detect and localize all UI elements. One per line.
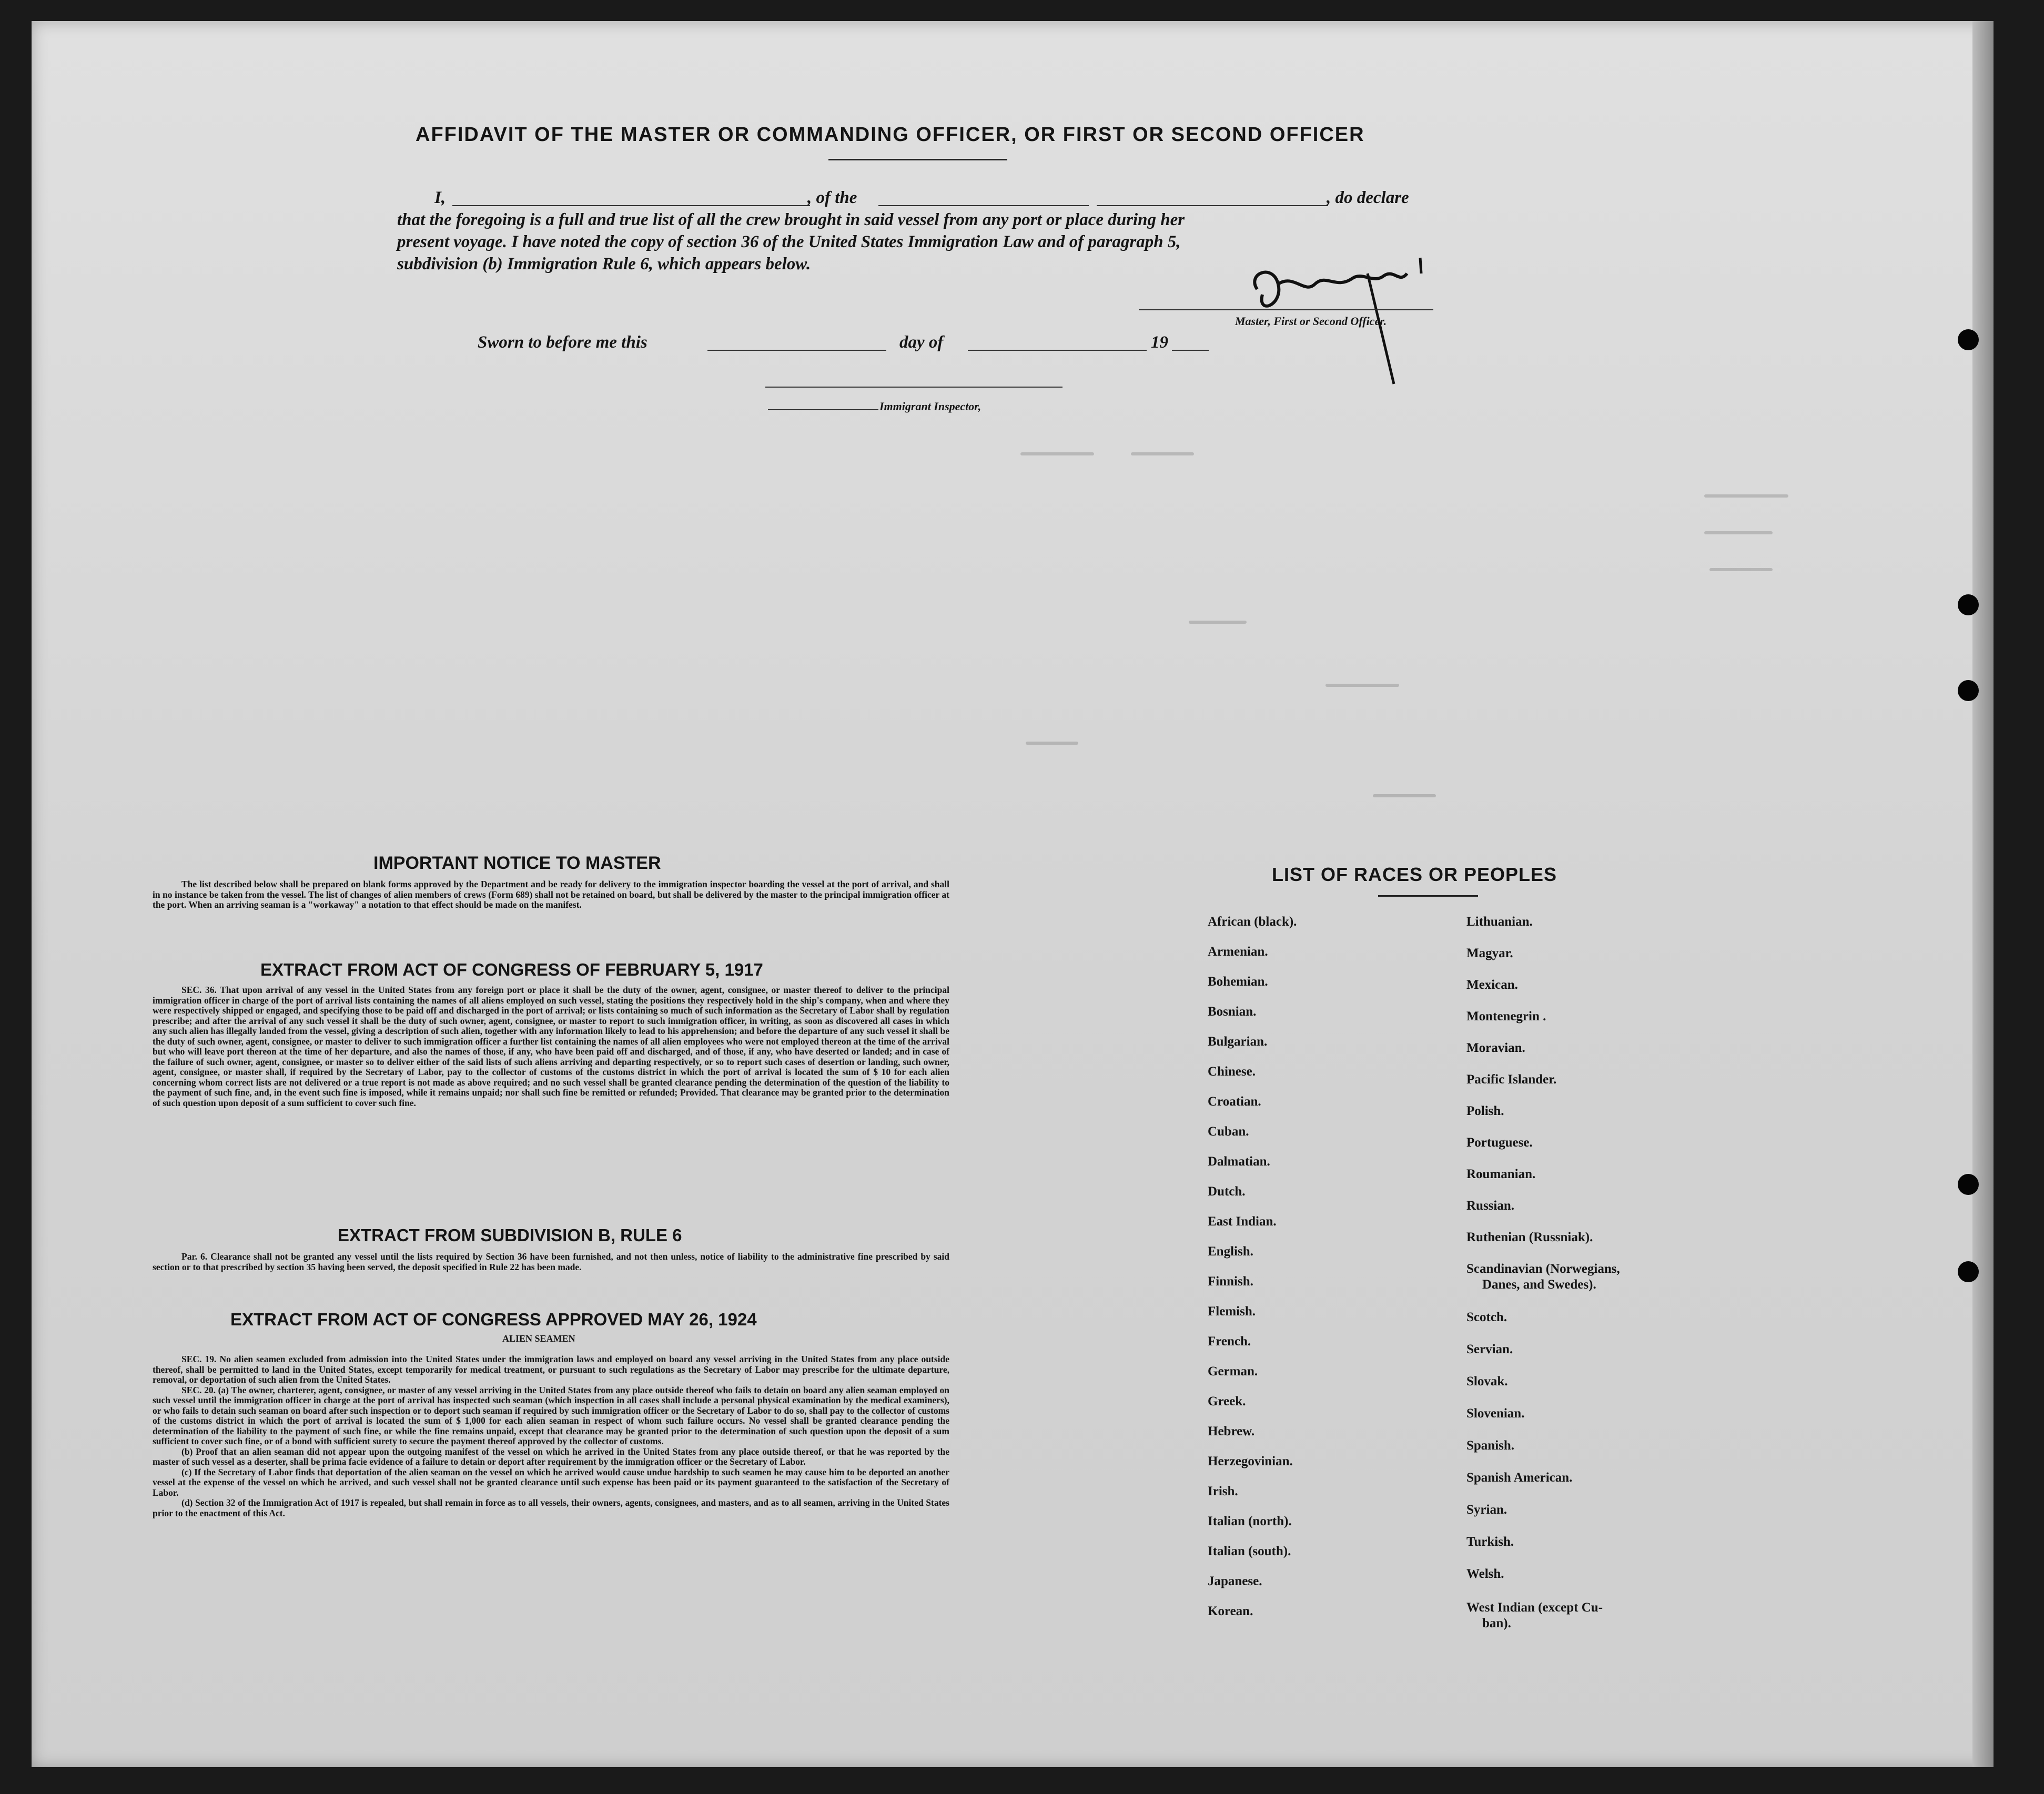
- race-item: Welsh.: [1466, 1567, 1504, 1581]
- race-item: Dalmatian.: [1208, 1154, 1270, 1169]
- notice-title: IMPORTANT NOTICE TO MASTER: [373, 853, 661, 873]
- sworn-prefix: Sworn to before me this: [478, 333, 647, 352]
- race-item: Spanish.: [1466, 1438, 1515, 1453]
- race-item: Syrian.: [1466, 1503, 1507, 1517]
- extract-1917-title: EXTRACT FROM ACT OF CONGRESS OF FEBRUARY 5, 1917: [260, 960, 763, 979]
- race-item: French.: [1208, 1334, 1251, 1349]
- punch-hole: [1958, 329, 1979, 350]
- race-item: Flemish.: [1208, 1304, 1256, 1319]
- bleed-through-mark: [1189, 621, 1247, 624]
- extract-1917-text: [153, 985, 949, 1108]
- name-blank-line: [452, 205, 810, 206]
- sworn-day-of: day of: [899, 333, 944, 352]
- notice-paragraph: The list described below shall be prepared on blank forms approved by the Department and be ready for delivery to the immigration inspector boarding the vessel at the port of arrival, and shall in no instance be taken from the vessel. The list of changes of alien members of crews (Form 689) shall not be retained on board, but shall be delivered by the master to the principal immigration officer at the port. When an arriving seaman is a "workaway" a notation to that effect should be made on the manifest.: [153, 879, 949, 910]
- race-item: Croatian.: [1208, 1094, 1261, 1109]
- race-item: Mexican.: [1466, 978, 1518, 992]
- race-item: Finnish.: [1208, 1274, 1253, 1289]
- race-item: Ruthenian (Russniak).: [1466, 1230, 1593, 1244]
- race-item: Dutch.: [1208, 1184, 1246, 1199]
- declaration-i: I,: [434, 188, 446, 207]
- race-item: Armenian.: [1208, 945, 1268, 959]
- race-item: Lithuanian.: [1466, 915, 1533, 929]
- race-item: Spanish American.: [1466, 1471, 1573, 1485]
- extract-rule6-text: [153, 1252, 949, 1272]
- race-item: Montenegrin .: [1466, 1009, 1546, 1023]
- declaration-of-the: , of the: [807, 188, 857, 207]
- race-item: Pacific Islander.: [1466, 1072, 1557, 1087]
- race-item: Danes, and Swedes).: [1482, 1278, 1596, 1292]
- race-item: Bosnian.: [1208, 1005, 1257, 1019]
- race-item: Magyar.: [1466, 946, 1513, 960]
- race-item: Slovenian.: [1466, 1406, 1525, 1421]
- sworn-day-line: [707, 350, 886, 351]
- extract-1917-paragraph: SEC. 36. That upon arrival of any vessel in the United States from any foreign port or place it shall be the duty of the owner, agent, consignee, or master thereof to deliver to the principal immigration officer in charge of the port of arrival lists containing the names of all aliens employed on such vessel, stating the positions they respectively hold in the ship's company, when and where they were respectively shipped or engaged, and specifying those to be paid off and discharged in the port of arrival; or lists containing so much of such information as the Secretary of Labor shall by regulation prescribe; and after the arrival of any such vessel it shall be the duty of such owner, agent, consignee, or master to report to such immigration officer, in writing, as soon as discovered all cases in which any such alien has illegally landed from the vessel, giving a description of such alien, together with any information likely to lead to his apprehension; and before the departure of any such vessel it shall be the duty of such owner, agent, consignee, or master to deliver to such immigration officer a further list containing the names of all alien employees who were not employed thereon at the time of the arrival but who will leave port thereon at the time of her departure, and also the names of those, if any, who have been paid off and discharged, and of those, if any, who have deserted or landed; and in case of the failure of such owner, agent, consignee, or master so to deliver either of the said lists of such aliens arriving and departing respectively, or so to report such cases of desertion or landing, such owner, agent, consignee, or master shall, if required by the Secretary of Labor, pay to the collector of customs of the customs district in which the port of arrival is located the sum of $ 10 for each alien concerning whom correct lists are not delivered or a true report is not made as above required; and no such vessel shall be granted clearance pending the determination of the question of the liability to the payment of such fine, and, in the event such fine is imposed, while it remains unpaid; nor shall such fine be remitted or refunded; Provided. That clearance may be granted prior to the determination of such question upon deposit of a sum sufficient to cover such fine.: [153, 985, 949, 1108]
- race-item: Japanese.: [1208, 1574, 1262, 1588]
- punch-hole: [1958, 1261, 1979, 1282]
- race-item: Chinese.: [1208, 1065, 1256, 1079]
- notice-text: [153, 879, 949, 910]
- race-item: Servian.: [1466, 1342, 1513, 1356]
- extract-1924-paragraph: (b) Proof that an alien seaman did not appear upon the outgoing manifest of the vessel on which he arrived in the United States from any place outside thereof, or that he was reported by the master of such vessel as a deserter, shall be prima facie evidence of a failure to detain or deport after requirement by the immigration officer or the Secretary of Labor.: [153, 1446, 949, 1467]
- race-item: English.: [1208, 1244, 1253, 1259]
- race-item: Turkish.: [1466, 1535, 1514, 1549]
- race-item: Russian.: [1466, 1199, 1515, 1213]
- bleed-through-mark: [1131, 452, 1194, 455]
- races-title: LIST OF RACES OR PEOPLES: [1272, 864, 1557, 885]
- race-item: Scotch.: [1466, 1310, 1507, 1324]
- title-underline: [828, 159, 1007, 160]
- punch-hole: [1958, 680, 1979, 701]
- race-item: ban).: [1482, 1616, 1511, 1630]
- bleed-through-mark: [1704, 531, 1773, 534]
- race-item: Bulgarian.: [1208, 1035, 1268, 1049]
- signature-line: [1139, 309, 1433, 310]
- vessel-blank-line: [1097, 205, 1328, 206]
- sworn-year-line: [1172, 350, 1209, 351]
- punch-hole: [1958, 594, 1979, 615]
- race-item: Korean.: [1208, 1604, 1253, 1618]
- race-item: Moravian.: [1466, 1041, 1525, 1055]
- extract-1924-paragraph: SEC. 19. No alien seamen excluded from admission into the United States under the immigration laws and employed on board any vessel arriving in the United States from any place outside thereof, shall be permitted to land in the United States, except temporarily for medical treatment, or pursuant to such regulations as the Secretary of Labor may prescribe for the ultimate departure, removal, or deportation of such alien from the United States.: [153, 1354, 949, 1385]
- declaration-line-2: that the foregoing is a full and true list of all the crew brought in said vessel from any port or place during her: [397, 210, 1185, 229]
- extract-1924-paragraph: SEC. 20. (a) The owner, charterer, agent, consignee, or master of any vessel arriving in the United States from any place outside thereof who fails to detain on board any alien seaman employed on such vessel until the immigration officer in charge at the port of arrival has inspected such seaman (which inspection in all cases shall include a personal physical examination by the medical examiners), or who fails to detain such seaman on board after such inspection or to deport such seaman if required by such immigration officer or the Secretary of Labor to do so, shall pay to the collector of customs of the customs district in which the port of arrival is located the sum of $ 1,000 for each alien seaman in respect of whom such failure occurs. No vessel shall be granted clearance pending the determination of the liability to the payment of such fine, or while the fine remains unpaid, except that clearance may be granted prior to the determination of such question upon the deposit of a sum sufficient to cover such fine, or of a bond with sufficient surety to secure the payment thereof approved by the collector of customs.: [153, 1384, 949, 1446]
- page-edge-shadow: [1972, 21, 1994, 1767]
- extract-1924-paragraph: (d) Section 32 of the Immigration Act of 1917 is repealed, but shall remain in force as to all vessels, their owners, agents, consignees, and masters, and as to all seamen, arriving in the United States prior to the enactment of this Act.: [153, 1497, 949, 1518]
- extract-1924-title: EXTRACT FROM ACT OF CONGRESS APPROVED MAY 26, 1924: [230, 1310, 757, 1329]
- extract-rule6-title: EXTRACT FROM SUBDIVISION B, RULE 6: [338, 1225, 682, 1245]
- inspector-caption: Immigrant Inspector,: [879, 400, 981, 413]
- race-item: Herzegovinian.: [1208, 1454, 1293, 1468]
- race-item: Italian (south).: [1208, 1544, 1291, 1558]
- extract-rule6-paragraph: Par. 6. Clearance shall not be granted any vessel until the lists required by Section 36 have been furnished, and not then unless, notice of liability to the administrative fine prescribed by said section or to that prescribed by section 35 having been served, the deposit specified in Rule 22 has been made.: [153, 1251, 949, 1272]
- declaration-line-3: present voyage. I have noted the copy of section 36 of the United States Immigration Law and of paragraph 5,: [397, 232, 1181, 251]
- race-item: Cuban.: [1208, 1124, 1249, 1139]
- bleed-through-mark: [1026, 742, 1078, 745]
- race-item: Hebrew.: [1208, 1424, 1255, 1438]
- race-item: Italian (north).: [1208, 1514, 1292, 1528]
- race-item: Scandinavian (Norwegians,: [1466, 1262, 1620, 1276]
- race-item: Polish.: [1466, 1104, 1504, 1118]
- bleed-through-mark: [1704, 494, 1788, 498]
- sworn-year: 19: [1151, 333, 1168, 352]
- position-blank-line: [878, 205, 1089, 206]
- races-title-underline: [1378, 895, 1478, 897]
- race-item: West Indian (except Cu-: [1466, 1600, 1603, 1615]
- inspector-signature-line: [765, 387, 1063, 388]
- bleed-through-mark: [1709, 568, 1773, 571]
- extract-1924-paragraph: (c) If the Secretary of Labor finds that deportation of the alien seaman on the vessel on which he arrived would cause undue hardship to such seamen he may cause him to be deported an another vessel at the expense of the vessel on which he arrived, and such vessel shall not be granted clearance until such expense has been paid or its payment guaranteed to the satisfaction of the Secretary of Labor.: [153, 1466, 949, 1498]
- race-item: Roumanian.: [1466, 1167, 1536, 1181]
- race-item: Portuguese.: [1466, 1136, 1533, 1150]
- bleed-through-mark: [1325, 684, 1399, 687]
- race-item: Bohemian.: [1208, 975, 1268, 989]
- extract-1924-text: [153, 1354, 949, 1518]
- race-item: African (black).: [1208, 915, 1297, 929]
- race-item: East Indian.: [1208, 1214, 1277, 1229]
- declaration-declare: , do declare: [1327, 188, 1409, 207]
- declaration-line-4: subdivision (b) Immigration Rule 6, which appears below.: [397, 255, 811, 273]
- inspector-caption-line: [768, 409, 878, 410]
- race-item: Greek.: [1208, 1394, 1246, 1408]
- race-item: Irish.: [1208, 1484, 1238, 1498]
- race-item: German.: [1208, 1364, 1258, 1379]
- signature-caption: Master, First or Second Officer.: [1235, 315, 1387, 328]
- affidavit-title: AFFIDAVIT OF THE MASTER OR COMMANDING OFFICER, OR FIRST OR SECOND OFFICER: [416, 124, 1365, 146]
- sworn-month-line: [968, 350, 1147, 351]
- race-item: Slovak.: [1466, 1374, 1508, 1388]
- bleed-through-mark: [1373, 794, 1436, 797]
- extract-1924-subtitle: ALIEN SEAMEN: [502, 1333, 575, 1344]
- punch-hole: [1958, 1174, 1979, 1195]
- bleed-through-mark: [1020, 452, 1094, 455]
